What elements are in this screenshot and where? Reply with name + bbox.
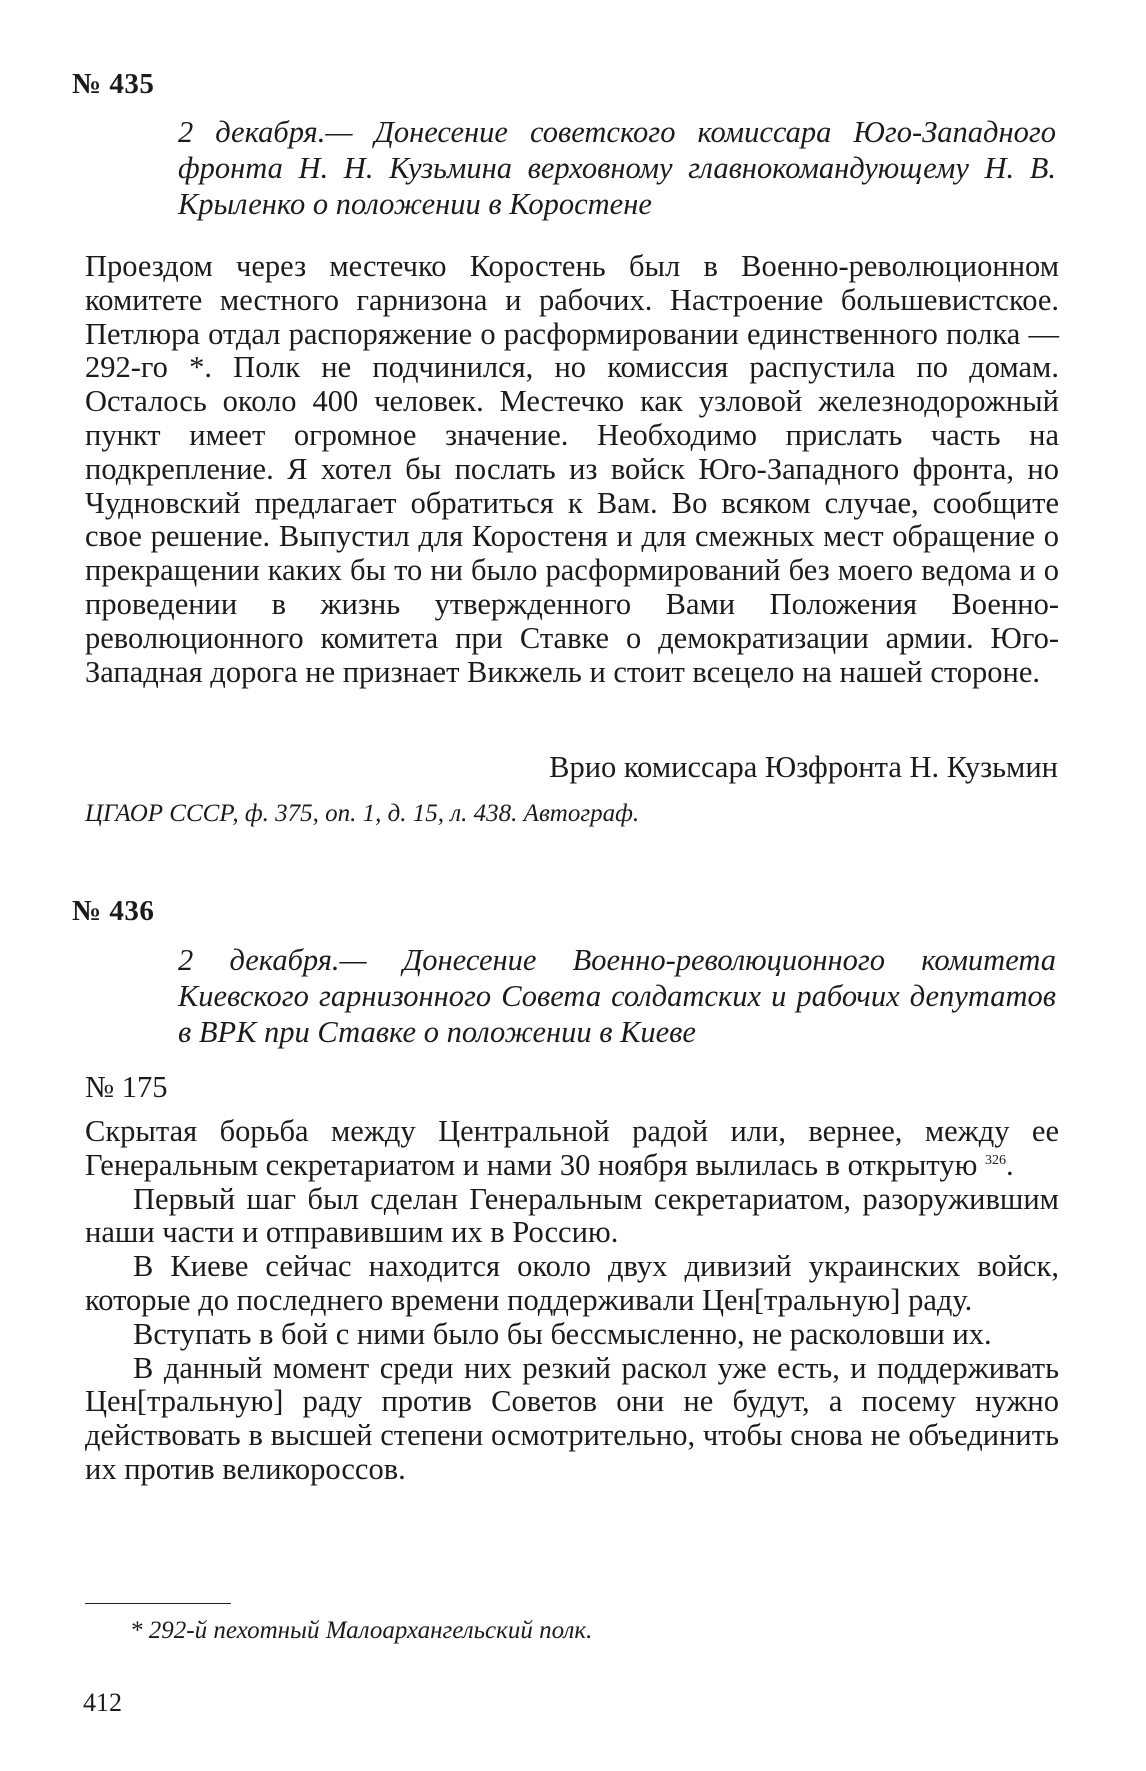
document-436-paragraph-3: В Киеве сейчас находится около двух дивизий украинских войск, которые до последнего времени поддерживали Цен[тральную] раду. [85, 1249, 1059, 1317]
document-436-number: № 436 [72, 895, 155, 927]
document-436-paragraph-4: Вступать в бой с ними было бы бессмысленно, не расколовши их. [133, 1316, 992, 1351]
document-436-reference-number: № 175 [85, 1070, 168, 1104]
document-436-heading: 2 декабря.— Донесение Военно-революционного комитета Киевского гарнизонного Совета солдатских и рабочих депутатов в ВРК при Ставке о положении в Киеве [178, 943, 1056, 1049]
footnote [130, 1617, 592, 1645]
document-435-body [85, 250, 1059, 689]
document-436-paragraph-5: В данный момент среди них резкий раскол уже есть, и поддерживать Цен[тральную] раду против Советов они не будут, а посему нужно действовать в высшей степени осмотрительно, чтобы снова не объединить их против великороссов. [85, 1350, 1059, 1486]
document-435-number: № 435 [72, 68, 155, 100]
footnote-marker-label: * [130, 1617, 143, 1644]
document-436-paragraph-1-text: Скрытая борьба между Центральной радой или, вернее, между ее Генеральным секретариатом и нами 30 ноября вылилась в открытую [85, 1114, 1059, 1182]
document-435-body-part-1: Проездом через местечко Коростень был в Военно-революционном комитете местного гарнизона и рабочих. Настроение большевистское. Петлюра отдал распоряжение о расформировании единственного полка — 292-го [85, 249, 1059, 385]
document-435-signature: Врио комиссара Юзфронта Н. Кузьмин [549, 750, 1058, 784]
footnote-marker: * [189, 350, 205, 385]
footnote-text: 292-й пехотный Малоархангельский полк. [148, 1617, 593, 1644]
document-435-archive-source: ЦГАОР СССР, ф. 375, оп. 1, д. 15, л. 438. Автограф. [85, 800, 640, 827]
document-435-paragraph [85, 250, 1059, 689]
document-436-paragraph-1-end: . [1006, 1147, 1014, 1182]
document-435-body-part-2: . Полк не подчинился, но комиссия распустила по домам. Осталось около 400 человек. Местечко как узловой железнодорожный пункт имеет огромное значение. Необходимо прислать часть на подкрепление. Я хотел бы послать из войск Юго-Западного фронта, но Чудновский предлагает обратиться к Вам. Во всяком случае, сообщите свое решение. Выпустил для Коростеня и для смежных мест обращение о прекращении каких бы то ни было расформирований без моего ведома и о проведении в жизнь утвержденного Вами Положения Военно-революционного комитета при Ставке о демократизации армии. Юго-Западная дорога не признает Викжель и стоит всецело на нашей стороне. [85, 350, 1059, 689]
document-435-heading: 2 декабря.— Донесение советского комиссара Юго-Западного фронта Н. Н. Кузьмина верховному главнокомандующему Н. В. Крыленко о положении в Коростене [178, 115, 1056, 221]
footnote-divider [85, 1603, 231, 1604]
endnote-reference: 326 [985, 1152, 1007, 1168]
document-436-paragraph-1 [85, 1115, 1059, 1183]
document-436-paragraph-2: Первый шаг был сделан Генеральным секретариатом, разоружившим наши части и отправившим их в Россию. [85, 1181, 1059, 1250]
document-436-body [85, 1115, 1059, 1487]
page-number: 412 [83, 1688, 122, 1717]
